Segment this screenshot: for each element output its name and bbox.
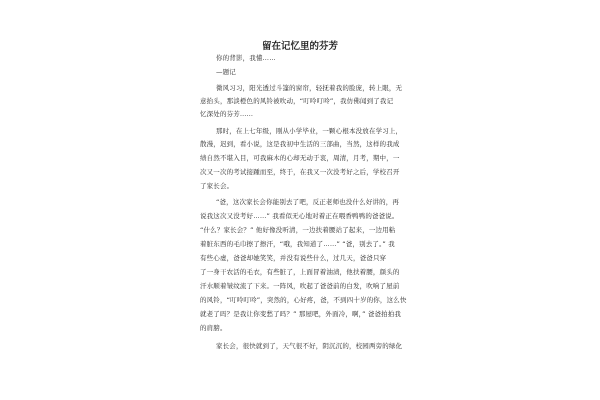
paragraph-3-line-4: 着脏东西的毛巾擦了擦汗，“哦，我知道了……” “爸，别去了。” 我 — [200, 240, 395, 248]
paragraph-3-line-1: “爸，这次家长会你能别去了吧，反正老师也没什么好讲的，再 — [216, 198, 400, 206]
paragraph-1-line-2: 意抬头，那淡橙色的风铃被吹动，“叮呤叮呤”，我仿佛闻到了我记 — [200, 97, 394, 105]
paragraph-3-line-7: 汗水顺着皱纹流了下来。一阵风，吹起了爸爸前的白发，吹响了屋前 — [200, 282, 400, 290]
paragraph-1-line-3: 忆深处的芬芳…… — [200, 110, 254, 118]
paragraph-2-line-1: 那时，在上七年级，刚从小学毕业，一颗心根本没放在学习上， — [216, 127, 403, 135]
dedication-line: 你的背影，我懂…… — [216, 54, 276, 62]
paragraph-3-line-8: 的风铃，“叮呤叮呤”，突然的，心好疼，爸，不到四十岁的你，这么快 — [200, 296, 407, 304]
paragraph-3-line-5: 有些心虚，爸爸却她笑笑，并没有说些什么，过几天，爸爸只穿 — [200, 254, 387, 262]
paragraph-4-line-1: 家长会，很快就到了，天气很不好，阴沉沉的，校园两旁的绿化 — [216, 342, 403, 350]
paragraph-3-line-2: 说我这次又没考好……” 我看似无心地对着正在喂香鸭鸭的爸爸说。 — [200, 212, 399, 220]
paragraph-2-line-3: 绩自然不堪入目，可我麻木的心却无动于衷，周清，月考，期中，一 — [200, 154, 400, 162]
document-title: 留在记忆里的芬芳 — [261, 41, 338, 52]
paragraph-3-line-6: 了一身干农活的毛衣，有些脏了，上面冒着油渍，他扶着腰，颜头的 — [200, 268, 400, 276]
paragraph-3-line-3: “什么？家长会？” 他好像没听清，一边扶着腰站了起来，一边用粘 — [200, 226, 396, 234]
paragraph-2-line-4: 次又一次的考试接踵而至，终于，在我又一次没考好之后，学校召开 — [200, 168, 400, 176]
paragraph-2-line-2: 散漫，迟到，看小说，这是我初中生活的三部曲，当然，这样的我成 — [200, 140, 400, 148]
dedication-attribution: —题记 — [216, 68, 236, 76]
paragraph-2-line-5: 了家长会。 — [200, 182, 234, 190]
paragraph-1-line-1: 微风习习，阳光透过斗篷的窗帘，轻抚着我的脸庞，转上眼，无 — [216, 84, 403, 92]
paragraph-3-line-9: 就老了吗？是我让你变愁了吗？” 那屋吧，外面冷，啊，” 爸爸拍拍我 — [200, 310, 402, 318]
paragraph-3-line-10: 的肩膀。 — [200, 324, 227, 332]
